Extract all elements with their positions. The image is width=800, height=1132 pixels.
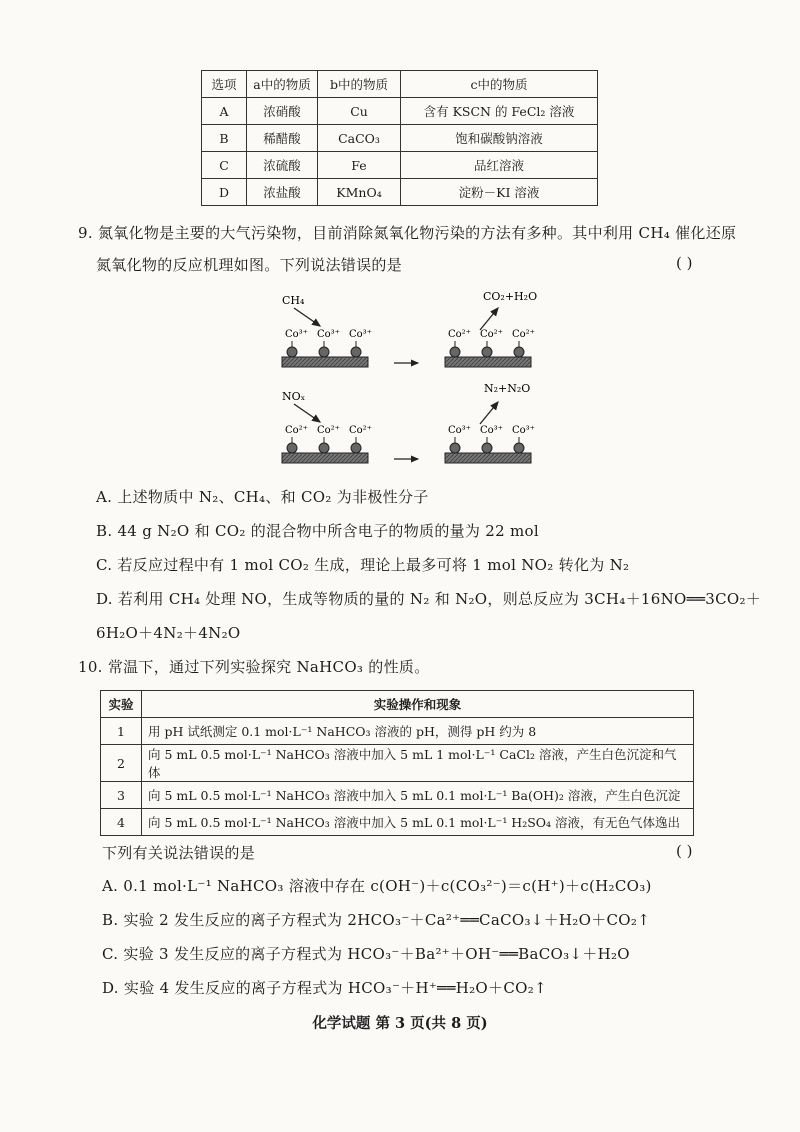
table-cell: 4 [101,809,142,836]
q9-option-c: C. 若反应过程中有 1 mol CO₂ 生成，理论上最多可将 1 mol NO₂ 转化为 N₂ [96,556,630,574]
ion-label: Co²⁺ [285,425,308,436]
table-cell: 2 [101,745,142,782]
table-header-row [202,71,598,98]
table-cell: 饱和碳酸钠溶液 [401,125,598,152]
ion-label: Co³⁺ [349,329,372,340]
catalyst-surface-1 [282,329,372,367]
reactant2-arrow [294,404,320,422]
q9-option-a: A. 上述物质中 N₂、CH₄、和 CO₂ 为非极性分子 [96,488,429,506]
table-cell: 淀粉－KI 溶液 [401,179,598,206]
q9-option-d-line1: D. 若利用 CH₄ 处理 NO，生成等物质的量的 N₂ 和 N₂O，则总反应为 3CH₄＋16NO══3CO₂＋ [96,590,762,608]
ion-label: Co³⁺ [512,425,535,436]
q10-option-d: D. 实验 4 发生反应的离子方程式为 HCO₃⁻＋H⁺══H₂O＋CO₂↑ [102,979,547,997]
q10-option-a: A. 0.1 mol·L⁻¹ NaHCO₃ 溶液中存在 c(OH⁻)＋c(CO₃²⁻)＝c(H⁺)＋c(H₂CO₃) [102,877,652,895]
table-header-cell: a中的物质 [247,71,318,98]
ion-label: Co³⁺ [448,425,471,436]
table-cell: CaCO₃ [318,125,401,152]
table-cell: B [202,125,247,152]
q10-question: 下列有关说法错误的是 [102,844,256,862]
table-header-cell: 实验操作和现象 [142,691,694,718]
table-cell: A [202,98,247,125]
table-row [101,782,694,809]
table-cell: 1 [101,718,142,745]
table-row [202,152,598,179]
page-footer: 化学试题 第 3 页(共 8 页) [312,1015,488,1032]
table-cell: 含有 KSCN 的 FeCl₂ 溶液 [401,98,598,125]
ion-label: Co²⁺ [448,329,471,340]
table-header-row [101,691,694,718]
table-cell: Fe [318,152,401,179]
table-row [202,125,598,152]
table-header-cell: c中的物质 [401,71,598,98]
ion-label: Co²⁺ [317,425,340,436]
q9-answer-paren: ( ) [676,254,693,272]
product1-arrow [480,308,498,330]
table-cell: 浓硝酸 [247,98,318,125]
q10-stem: 10. 常温下，通过下列实验探究 NaHCO₃ 的性质。 [78,658,430,676]
table-cell: 稀醋酸 [247,125,318,152]
table-cell: 品红溶液 [401,152,598,179]
reactant2-label: NOₓ [282,390,306,403]
table-cell: 用 pH 试纸测定 0.1 mol·L⁻¹ NaHCO₃ 溶液的 pH，测得 pH 约为 8 [142,718,694,745]
q9-stem-line1: 9. 氮氧化物是主要的大气污染物，目前消除氮氧化物污染的方法有多种。其中利用 CH₄ 催化还原 [78,224,737,242]
reaction-mechanism-diagram [270,286,570,476]
catalyst-surface-2 [445,329,535,367]
table-cell: 浓盐酸 [247,179,318,206]
table-cell: 向 5 mL 0.5 mol·L⁻¹ NaHCO₃ 溶液中加入 5 mL 1 mol·L⁻¹ CaCl₂ 溶液，产生白色沉淀和气体 [142,745,694,782]
table-cell: 浓硫酸 [247,152,318,179]
product2-arrow [480,402,498,424]
ion-label: Co³⁺ [317,329,340,340]
table-cell: 3 [101,782,142,809]
ion-label: Co³⁺ [480,425,503,436]
q10-option-b: B. 实验 2 发生反应的离子方程式为 2HCO₃⁻＋Ca²⁺══CaCO₃↓＋H₂O＋CO₂↑ [102,911,651,929]
table-row [202,179,598,206]
q10-answer-paren: ( ) [676,842,693,860]
table-header-cell: b中的物质 [318,71,401,98]
product1-label: CO₂+H₂O [483,290,538,303]
table-row [101,745,694,782]
table-cell: 向 5 mL 0.5 mol·L⁻¹ NaHCO₃ 溶液中加入 5 mL 0.1 mol·L⁻¹ Ba(OH)₂ 溶液，产生白色沉淀 [142,782,694,809]
ion-label: Co²⁺ [480,329,503,340]
table-cell: D [202,179,247,206]
q9-option-b: B. 44 g N₂O 和 CO₂ 的混合物中所含电子的物质的量为 22 mol [96,522,539,540]
experiment-table [100,690,694,836]
ion-label: Co²⁺ [512,329,535,340]
table-cell: KMnO₄ [318,179,401,206]
table-header-cell: 选项 [202,71,247,98]
table-header-cell: 实验 [101,691,142,718]
catalyst-surface-4 [445,425,535,463]
table-cell: C [202,152,247,179]
q10-option-c: C. 实验 3 发生反应的离子方程式为 HCO₃⁻＋Ba²⁺＋OH⁻══BaCO₃↓＋H₂O [102,945,630,963]
reactant1-arrow [294,308,320,326]
table-row [202,98,598,125]
ion-label: Co³⁺ [285,329,308,340]
product2-label: N₂+N₂O [484,382,531,395]
q9-option-d-line2: 6H₂O＋4N₂＋4N₂O [96,624,241,642]
table-cell: 向 5 mL 0.5 mol·L⁻¹ NaHCO₃ 溶液中加入 5 mL 0.1 mol·L⁻¹ H₂SO₄ 溶液，有无色气体逸出 [142,809,694,836]
q9-stem-line2: 氮氧化物的反应机理如图。下列说法错误的是 [96,256,403,274]
catalyst-surface-3 [282,425,372,463]
table-row [101,809,694,836]
options-table [201,70,598,206]
table-row [101,718,694,745]
reactant1-label: CH₄ [282,294,305,307]
ion-label: Co²⁺ [349,425,372,436]
table-cell: Cu [318,98,401,125]
